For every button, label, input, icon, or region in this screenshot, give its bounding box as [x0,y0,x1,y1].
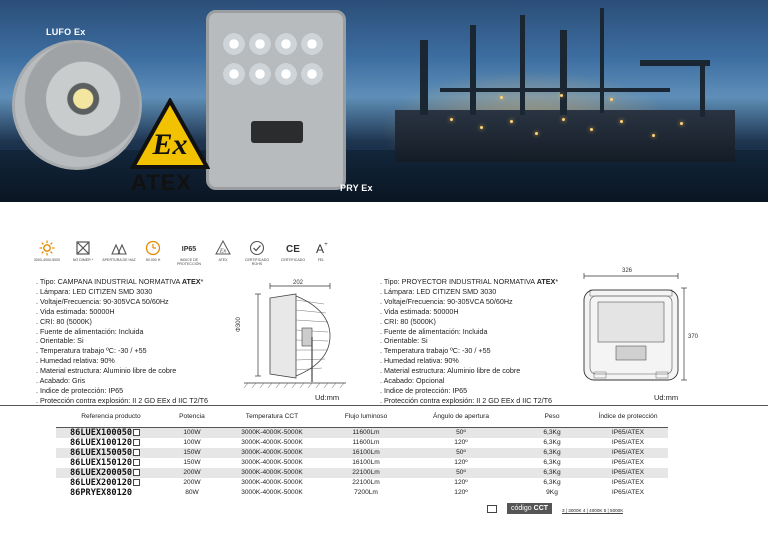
col-flux: Flujo luminoso [326,407,406,427]
clock-icon [145,240,161,256]
icon-cell-atex: Ex ATEX [206,240,240,262]
reference-code: 86LUEX200120 [70,477,133,488]
cct-code-tag: código CCT [507,503,552,514]
svg-text:CE: CE [286,244,300,255]
select-checkbox[interactable] [133,479,140,486]
svg-text:Ex: Ex [219,248,227,255]
table-row: 86LUEX200120 200W 3000K-4000K-5000K 22100Lm 120º 6,3Kg IP65/ATEX [70,477,645,488]
pry-nameplate [251,121,303,143]
spec-line: . Material estructura: Aluminio libre de cobre [36,366,177,376]
table-row: 86LUEX150050 150W 3000K-4000K-5000K 16100Lm 50º 6,3Kg IP65/ATEX [56,448,668,458]
col-cct: Temperatura CCT [218,407,326,427]
spec-line: . Lámpara: LED CITIZEN SMD 3030 [380,286,497,296]
rohs-icon [249,240,265,256]
spec-line: . Indice de protección: IP65 [380,385,468,395]
lufo-luminaire-image [12,40,142,170]
beam-angle-icon [111,240,127,256]
spec-line: . Humedad relativa: 90% [380,356,459,366]
atex-logo-text: ATEX [131,170,193,195]
icon-cell-no-dimmer: NO DIMER * [66,240,100,262]
atex-warning-triangle-icon [130,98,210,170]
select-checkbox[interactable] [133,469,140,476]
spec-line: . Protección contra explosión: II 2 GD EEx d IIC T2/T6 [36,395,209,405]
icon-cell-rohs: CERTIFICADO ROHS [240,240,274,266]
product-table [56,407,668,498]
table-row: 86LUEX100120 100W 3000K-4000K-5000K 11600Lm 120º 6,3Kg IP65/ATEX [70,437,645,448]
energy-class-icon [313,240,329,256]
spec-line: . CRI: 80 (5000K) [380,316,436,326]
spec-line: . Fuente de alimentación: Incluida [36,326,144,336]
spec-line: . Humedad relativa: 90% [36,356,115,366]
pry-spec-list [380,277,558,406]
table-header-row [56,407,668,427]
icon-cell-beam-angle: APERTURA DE HAZ [102,240,136,262]
spec-line: . Acabado: Gris [36,376,86,386]
icon-cell-ce: CE CERTIFICADO [276,240,310,262]
col-reference: Referencia producto [56,407,166,427]
pry-label: PRY Ex [340,183,373,193]
reference-code: 86LUEX150050 [70,447,133,458]
lufo-label: LUFO Ex [46,27,86,37]
select-checkbox[interactable] [133,459,140,466]
spec-line: . Tipo: CAMPANA INDUSTRIAL NORMATIVA ATEX* [36,277,204,286]
pry-height-dimension: 370 [688,334,699,340]
spec-line: . Vida estimada: 50000H [380,306,459,316]
pry-width-dimension: 326 [622,268,633,274]
col-power: Potencia [166,407,218,427]
svg-text:A: A [315,242,325,256]
icon-cell-energy: A + FEL [304,240,338,262]
cct-code-box[interactable] [487,505,497,513]
icon-cell-clock: 50.000 H [136,240,170,262]
spec-line: . Material estructura: Aluminio libre de cobre [380,366,521,376]
spec-line: . Temperatura trabajo ºC: -30 / +55 [380,346,491,356]
pry-technical-drawing [572,268,692,388]
col-protection: Índice de protección [588,407,668,427]
reference-code: 86LUEX100050 [70,427,133,438]
pry-unit-label: Ud:mm [654,393,679,402]
spec-line: . Voltaje/Frecuencia: 90-305VCA 50/60Hz [36,296,169,306]
reference-code: 86LUEX100120 [70,437,133,448]
spec-line: . Voltaje/Frecuencia: 90-305VCA 50/60Hz [380,296,513,306]
spec-line: . CRI: 80 (5000K) [36,316,92,326]
icon-cell-ip65: IP65 INDICE DE PROTECCIÓN [172,240,206,266]
oil-rig-image [395,110,735,162]
spec-line: . Acabado: Opcional [380,376,445,386]
reference-code: 86PRYEX80120 [70,487,133,498]
spec-line: . Fuente de alimentación: Incluida [380,326,488,336]
cct-legend: 3 | 3000K 4 | 4000K 5 | 5000K [562,508,624,513]
table-row: 86PRYEX80120 80W 3000K-4000K-5000K 7200Lm 120º 9Kg IP65/ATEX [70,487,645,498]
col-weight: Peso [516,407,588,427]
sun-icon [39,240,55,256]
ce-icon [285,240,301,256]
spec-line: . Protección contra explosión: II 2 GD EEx d IIC T2/T6 [380,395,553,405]
atex-ex-symbol: Ex [152,128,188,161]
spec-line: . Tipo: PROYECTOR INDUSTRIAL NORMATIVA ATEX* [380,277,559,286]
svg-text:IP65: IP65 [181,246,197,253]
select-checkbox[interactable] [133,429,140,436]
spec-line: . Lámpara: LED CITIZEN SMD 3030 [36,286,153,296]
feature-icons-row [30,240,330,276]
icon-cell-sun: 3000-4000-5000 [30,240,64,262]
select-checkbox[interactable] [133,449,140,456]
lufo-technical-drawing [240,280,350,392]
svg-text:+: + [324,242,328,248]
atex-ex-icon [215,240,231,256]
reference-code: 86LUEX150120 [70,457,133,468]
select-checkbox[interactable] [133,439,140,446]
hero-banner [0,0,768,202]
pry-floodlight-image [206,10,346,190]
spec-line: . Temperatura trabajo ºC: -30 / +55 [36,346,147,356]
lufo-width-dimension: 202 [293,280,304,286]
spec-line: . Orientable: Si [36,336,84,346]
table-row: 86LUEX100050 100W 3000K-4000K-5000K 11600Lm 50º 6,3Kg IP65/ATEX [56,427,668,438]
lufo-height-dimension: Φ300 [236,317,242,332]
reference-code: 86LUEX200050 [70,467,133,478]
lufo-unit-label: Ud:mm [315,393,340,402]
spec-line: . Indice de protección: IP65 [36,385,124,395]
col-angle: Ángulo de apertura [406,407,516,427]
spec-line: . Vida estimada: 50000H [36,306,115,316]
table-row: 86LUEX150120 150W 3000K-4000K-5000K 16100Lm 120º 6,3Kg IP65/ATEX [70,457,645,468]
table-row: 86LUEX200050 200W 3000K-4000K-5000K 22100Lm 50º 6,3Kg IP65/ATEX [56,468,668,478]
ip65-icon [181,240,197,256]
table-top-rule [0,405,768,406]
no-dimmer-icon [75,240,91,256]
spec-line: . Orientable: Si [380,336,428,346]
lufo-spec-list [36,277,208,406]
